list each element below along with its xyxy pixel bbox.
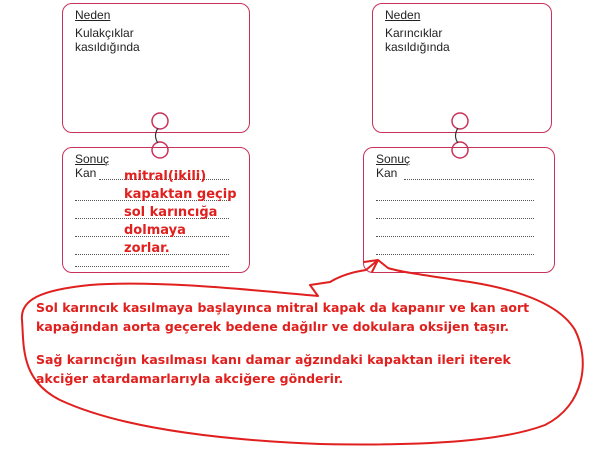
cause-line-2: kasıldığında (385, 40, 450, 54)
handwritten-answer (124, 168, 254, 258)
handwritten-line: dolmaya (124, 223, 186, 238)
answer-line-3: Sağ karıncığın kasılması kanı damar ağzındaki kapaktan ileri iterek (36, 352, 511, 367)
result-label: Sonuç (75, 152, 110, 166)
result-label: Sonuç (376, 152, 411, 166)
answer-line-4: akciğer atardamarlarıyla akciğere gönderir. (36, 371, 344, 386)
result-prefix: Kan (75, 166, 97, 180)
cause-line-1: Karıncıklar (385, 26, 443, 40)
bubble-answer-text (36, 298, 566, 388)
cause-line-1: Kulakçıklar (75, 26, 134, 40)
answer-line-1: Sol karıncık kasılmaya başlayınca mitral kapak da kapanır ve kan aort (36, 300, 530, 315)
cause-label: Neden (75, 8, 111, 22)
cause-line-2: kasıldığında (75, 40, 140, 54)
answer-line-2: kapağından aorta geçerek bedene dağılır ve dokulara oksijen taşır. (36, 319, 510, 334)
handwritten-line: kapaktan geçip (124, 187, 237, 202)
chain-link-icon (152, 113, 168, 158)
handwritten-line: zorlar. (124, 241, 170, 256)
chain-link-icon (452, 113, 468, 158)
handwritten-line: sol karıncığa (124, 205, 218, 220)
cause-label: Neden (385, 8, 421, 22)
result-prefix: Kan (376, 166, 398, 180)
handwritten-line: mitral(ikili) (124, 169, 207, 184)
